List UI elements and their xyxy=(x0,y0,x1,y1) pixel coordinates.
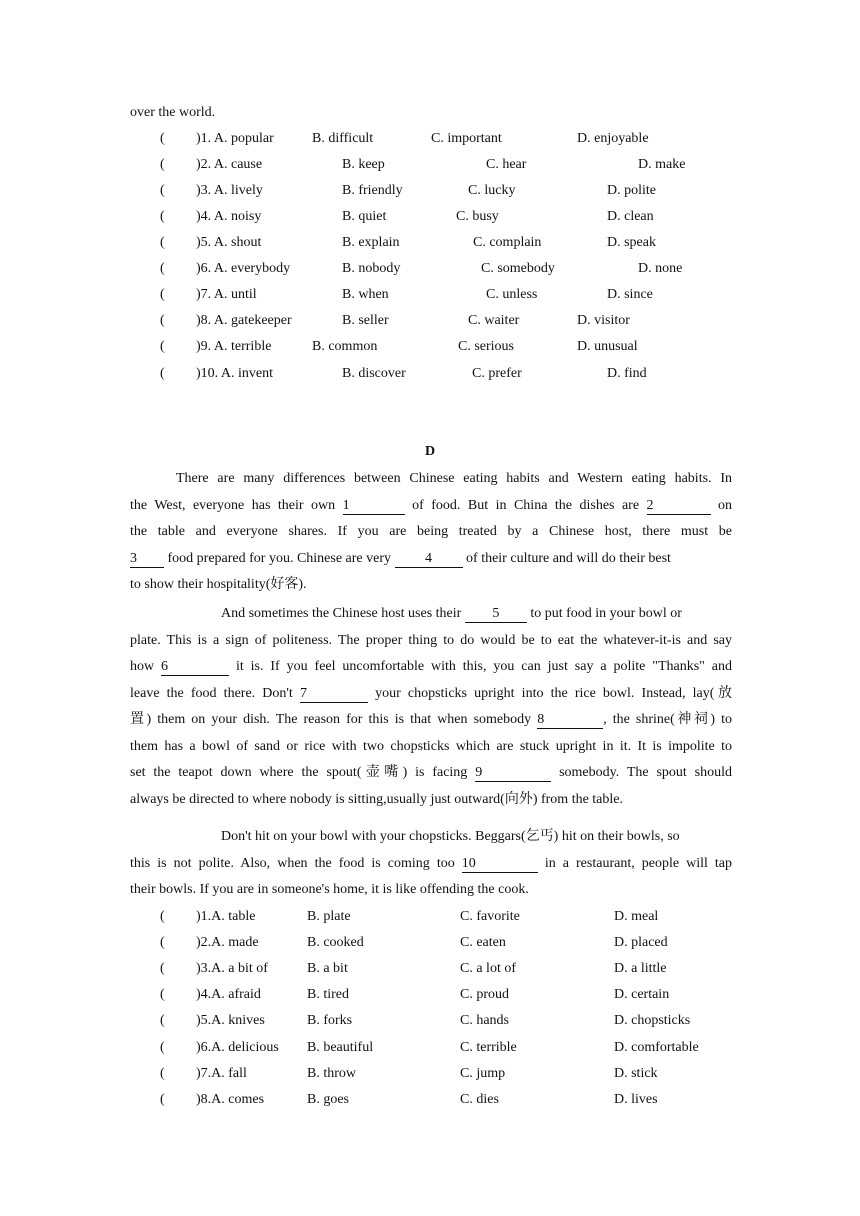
blank-3[interactable]: 3 xyxy=(130,550,164,568)
option-c: C. somebody xyxy=(481,261,555,276)
option-b: B. nobody xyxy=(342,261,401,276)
option-b: B. beautiful xyxy=(307,1040,374,1055)
option-a: )3.A. a bit of xyxy=(196,961,268,976)
passage-line: plate. This is a sign of politeness. The proper thing to do would be to eat the whatever-it-is and say xyxy=(130,632,732,648)
option-a: )10. A. invent xyxy=(196,366,273,381)
option-d: D. a little xyxy=(614,961,667,976)
option-c: C. jump xyxy=(460,1066,506,1081)
section-title: D xyxy=(424,444,436,459)
text-run: food prepared for you. Chinese are very xyxy=(167,550,392,566)
option-b: B. difficult xyxy=(312,131,374,146)
option-b: B. tired xyxy=(307,987,349,1002)
option-d: D. comfortable xyxy=(614,1040,699,1055)
text-run: on xyxy=(718,497,733,513)
option-a: )7. A. until xyxy=(196,287,257,302)
option-b: B. explain xyxy=(342,235,400,250)
passage-line xyxy=(130,851,732,878)
blank-10[interactable]: 10 xyxy=(462,855,538,873)
passage-line xyxy=(130,546,732,573)
answer-bracket[interactable]: ( xyxy=(160,366,165,381)
text-run: leave the food there. Don't xyxy=(130,685,293,701)
option-a: )6. A. everybody xyxy=(196,261,291,276)
option-b: B. friendly xyxy=(342,183,403,198)
answer-bracket[interactable]: ( xyxy=(160,157,165,172)
option-d: D. placed xyxy=(614,935,668,950)
intro-tail: over the world. xyxy=(130,105,216,120)
question-item xyxy=(160,207,760,227)
option-c: C. waiter xyxy=(468,313,520,328)
answer-bracket[interactable]: ( xyxy=(160,131,165,146)
blank-2[interactable]: 2 xyxy=(647,497,711,515)
question-item xyxy=(160,155,760,175)
answer-bracket[interactable]: ( xyxy=(160,1092,165,1107)
answer-bracket[interactable]: ( xyxy=(160,1066,165,1081)
option-b: B. plate xyxy=(307,909,351,924)
option-b: B. a bit xyxy=(307,961,348,976)
passage-paragraph-1 xyxy=(130,466,732,599)
question-item xyxy=(160,259,760,279)
question-item xyxy=(160,181,760,201)
blank-9[interactable]: 9 xyxy=(475,764,551,782)
option-c: C. complain xyxy=(473,235,542,250)
passage-line xyxy=(130,601,732,628)
passage-line xyxy=(130,760,732,787)
question-item xyxy=(160,337,760,357)
option-a: )7.A. fall xyxy=(196,1066,247,1081)
option-c: C. hands xyxy=(460,1013,509,1028)
answer-bracket[interactable]: ( xyxy=(160,183,165,198)
question-item xyxy=(160,129,760,149)
option-a: )8.A. comes xyxy=(196,1092,265,1107)
option-c: C. proud xyxy=(460,987,509,1002)
option-d: D. since xyxy=(607,287,653,302)
option-c: C. serious xyxy=(458,339,514,354)
question-item xyxy=(160,1011,760,1031)
option-d: D. none xyxy=(638,261,683,276)
passage-paragraph-3 xyxy=(130,824,732,904)
passage-line: the table and everyone shares. If you are being treated by a Chinese host, there must be xyxy=(130,524,732,539)
option-a: )1.A. table xyxy=(196,909,256,924)
option-a: )5. A. shout xyxy=(196,235,262,250)
blank-8[interactable]: 8 xyxy=(537,711,603,729)
blank-6[interactable]: 6 xyxy=(161,658,229,676)
question-item xyxy=(160,285,760,305)
answer-bracket[interactable]: ( xyxy=(160,261,165,276)
answer-bracket[interactable]: ( xyxy=(160,909,165,924)
option-a: )4.A. afraid xyxy=(196,987,261,1002)
blank-5[interactable]: 5 xyxy=(465,605,527,623)
option-d: D. stick xyxy=(614,1066,658,1081)
text-run: the West, everyone has their own xyxy=(130,497,336,513)
question-item xyxy=(160,907,760,927)
question-item xyxy=(160,311,760,331)
passage-line xyxy=(130,493,732,520)
blank-4[interactable]: 4 xyxy=(395,550,463,568)
option-b: B. seller xyxy=(342,313,389,328)
option-d: D. polite xyxy=(607,183,656,198)
answer-bracket[interactable]: ( xyxy=(160,313,165,328)
question-item xyxy=(160,233,760,253)
option-c: C. prefer xyxy=(472,366,522,381)
option-d: D. certain xyxy=(614,987,670,1002)
question-item xyxy=(160,959,760,979)
option-b: B. goes xyxy=(307,1092,349,1107)
text-run: in a restaurant, people will tap xyxy=(544,855,733,871)
question-item xyxy=(160,1090,760,1110)
option-b: B. forks xyxy=(307,1013,353,1028)
question-item xyxy=(160,1064,760,1084)
text-run: 置) them on your dish. The reason for this is that when somebody xyxy=(130,712,532,727)
text-run: , the shrine(神祠) to xyxy=(603,712,733,727)
text-run: set the teapot down where the spout(壶嘴) is facing xyxy=(130,765,468,780)
option-c: C. a lot of xyxy=(460,961,516,976)
text-run: it is. If you feel uncomfortable with this, you can just say a polite "Thanks" and xyxy=(235,659,733,674)
answer-bracket[interactable]: ( xyxy=(160,1040,165,1055)
option-b: B. quiet xyxy=(342,209,387,224)
option-d: D. unusual xyxy=(577,339,638,354)
text-run: to put food in your bowl or xyxy=(530,606,682,621)
passage-line xyxy=(130,681,732,708)
question-item xyxy=(160,985,760,1005)
option-d: D. enjoyable xyxy=(577,131,649,146)
answer-bracket[interactable]: ( xyxy=(160,935,165,950)
option-b: B. throw xyxy=(307,1066,356,1081)
option-b: B. discover xyxy=(342,366,406,381)
text-run: your chopsticks upright into the rice bowl. Instead, lay(放 xyxy=(375,685,733,701)
answer-bracket[interactable]: ( xyxy=(160,961,165,976)
answer-bracket[interactable]: ( xyxy=(160,287,165,302)
option-d: D. make xyxy=(638,157,686,172)
option-a: )2. A. cause xyxy=(196,157,263,172)
passage-line: Don't hit on your bowl with your chopsticks. Beggars(乞丐) hit on their bowls, so xyxy=(221,829,680,844)
text-run: And sometimes the Chinese host uses their xyxy=(221,606,462,621)
blank-1[interactable]: 1 xyxy=(343,497,405,515)
passage-line xyxy=(130,707,732,734)
option-b: B. keep xyxy=(342,157,385,172)
text-run: somebody. The spout should xyxy=(559,765,732,780)
option-d: D. chopsticks xyxy=(614,1013,691,1028)
blank-7[interactable]: 7 xyxy=(300,685,368,703)
option-a: )3. A. lively xyxy=(196,183,263,198)
question-item xyxy=(160,1038,760,1058)
option-d: D. speak xyxy=(607,235,656,250)
answer-bracket[interactable]: ( xyxy=(160,235,165,250)
option-b: B. common xyxy=(312,339,378,354)
text-run: of food. But in China the dishes are xyxy=(412,497,640,513)
passage-line: There are many differences between Chinese eating habits and Western eating habits. In xyxy=(176,471,732,486)
option-b: B. when xyxy=(342,287,389,302)
passage-line: them has a bowl of sand or rice with two chopsticks which are stuck upright in it. It is impolite to xyxy=(130,738,732,754)
answer-bracket[interactable]: ( xyxy=(160,987,165,1002)
passage-line: their bowls. If you are in someone's home, it is like offending the cook. xyxy=(130,882,529,897)
option-c: C. eaten xyxy=(460,935,506,950)
option-d: D. find xyxy=(607,366,647,381)
option-d: D. meal xyxy=(614,909,659,924)
option-c: C. lucky xyxy=(468,183,516,198)
option-a: )4. A. noisy xyxy=(196,209,262,224)
option-c: C. hear xyxy=(486,157,527,172)
option-c: C. favorite xyxy=(460,909,520,924)
question-item xyxy=(160,933,760,953)
answer-bracket[interactable]: ( xyxy=(160,1013,165,1028)
answer-bracket[interactable]: ( xyxy=(160,339,165,354)
text-run: of their culture and will do their best xyxy=(466,550,671,566)
question-item xyxy=(160,364,760,384)
option-d: D. visitor xyxy=(577,313,630,328)
option-a: )2.A. made xyxy=(196,935,259,950)
option-a: )9. A. terrible xyxy=(196,339,272,354)
option-a: )1. A. popular xyxy=(196,131,274,146)
option-b: B. cooked xyxy=(307,935,364,950)
passage-line xyxy=(130,654,732,681)
option-c: C. important xyxy=(431,131,502,146)
text-run: this is not polite. Also, when the food is coming too xyxy=(130,855,455,871)
option-c: C. busy xyxy=(456,209,499,224)
passage-line: always be directed to where nobody is sitting,usually just outward(向外) from the table. xyxy=(130,791,624,807)
option-c: C. unless xyxy=(486,287,538,302)
answer-bracket[interactable]: ( xyxy=(160,209,165,224)
option-a: )5.A. knives xyxy=(196,1013,265,1028)
option-a: )8. A. gatekeeper xyxy=(196,313,292,328)
option-d: D. lives xyxy=(614,1092,658,1107)
passage-line: to show their hospitality(好客). xyxy=(130,577,307,592)
option-c: C. dies xyxy=(460,1092,499,1107)
option-a: )6.A. delicious xyxy=(196,1040,279,1055)
passage-paragraph-2 xyxy=(130,601,732,813)
text-run: how xyxy=(130,659,155,674)
option-c: C. terrible xyxy=(460,1040,517,1055)
option-d: D. clean xyxy=(607,209,654,224)
